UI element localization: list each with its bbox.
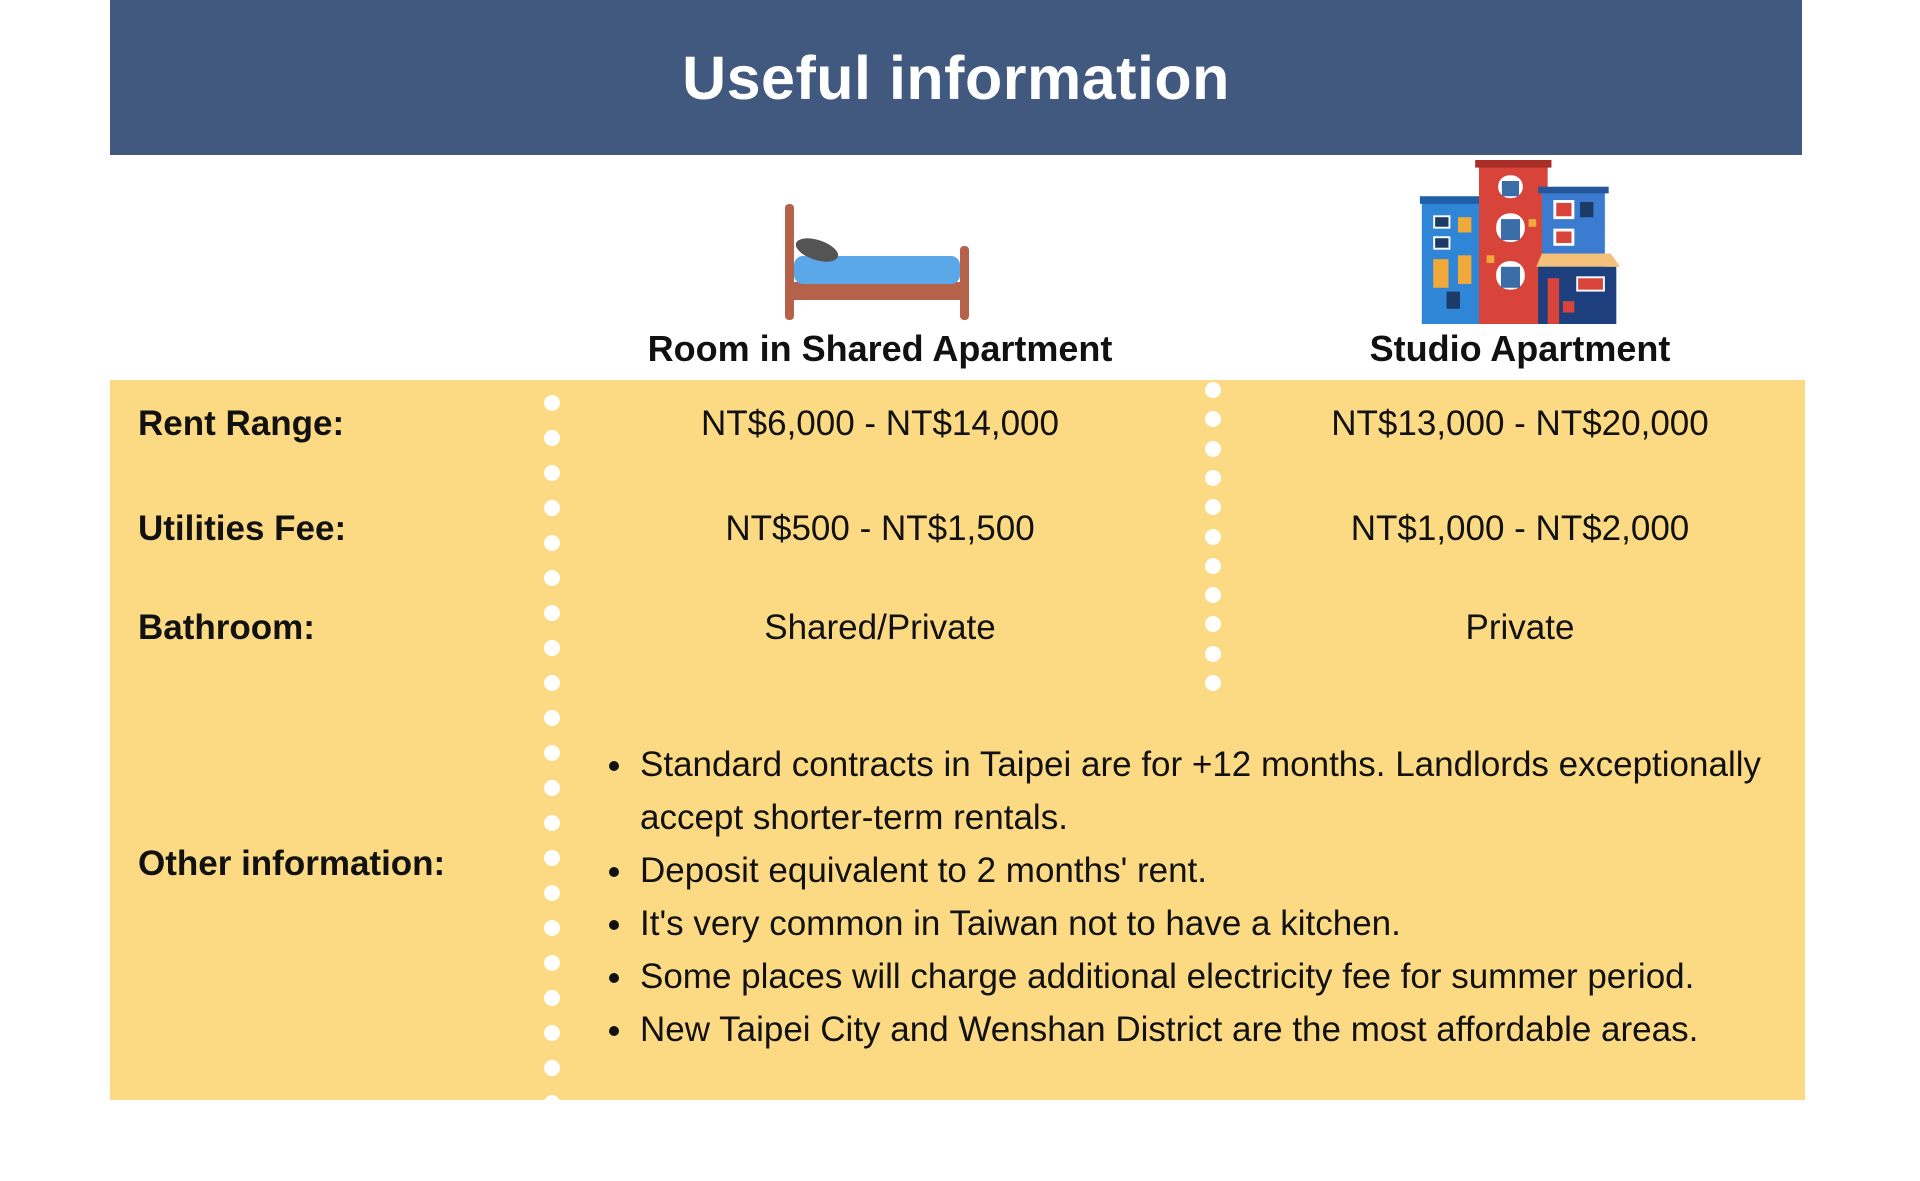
divider-dot bbox=[544, 1130, 560, 1146]
divider-dot bbox=[544, 955, 560, 971]
row-label-utilities-fee: Utilities Fee: bbox=[138, 509, 347, 548]
divider-dot bbox=[544, 745, 560, 761]
row-label-rent-range: Rent Range: bbox=[138, 404, 345, 443]
other-information-list bbox=[598, 738, 1836, 1056]
list-item: • Deposit equivalent to 2 months' rent. bbox=[636, 844, 1836, 897]
divider-dot bbox=[544, 850, 560, 866]
rent-range-studio: NT$13,000 - NT$20,000 bbox=[1331, 404, 1709, 443]
divider-dot bbox=[1205, 675, 1221, 691]
divider-dot bbox=[544, 920, 560, 936]
divider-dot bbox=[544, 780, 560, 796]
page-title: Useful information bbox=[682, 43, 1230, 112]
divider-dot bbox=[544, 885, 560, 901]
divider-dot bbox=[544, 1025, 560, 1041]
utilities-fee-studio: NT$1,000 - NT$2,000 bbox=[1350, 509, 1690, 548]
rent-range-shared: NT$6,000 - NT$14,000 bbox=[701, 404, 1059, 443]
column-header-studio-apartment bbox=[1200, 160, 1840, 370]
divider-dot bbox=[544, 465, 560, 481]
list-item: • It's very common in Taiwan not to have a kitchen. bbox=[636, 897, 1836, 950]
buildings-icon bbox=[1415, 160, 1625, 324]
divider-dot bbox=[1205, 587, 1221, 603]
bed-icon bbox=[785, 194, 975, 324]
divider-dot bbox=[544, 395, 560, 411]
divider-dot bbox=[544, 1060, 560, 1076]
column-label-studio-apartment: Studio Apartment bbox=[1369, 328, 1671, 369]
column-label-shared-apartment: Room in Shared Apartment bbox=[647, 328, 1113, 369]
divider-dot bbox=[544, 710, 560, 726]
divider-dot bbox=[544, 1165, 560, 1181]
divider-dot bbox=[544, 1095, 560, 1111]
row-label-other-information: Other information: bbox=[138, 844, 446, 883]
divider-dot bbox=[1205, 470, 1221, 486]
divider-dot bbox=[544, 990, 560, 1006]
divider-dot bbox=[1205, 646, 1221, 662]
utilities-fee-shared: NT$500 - NT$1,500 bbox=[725, 509, 1035, 548]
divider-dot bbox=[1205, 529, 1221, 545]
list-item: • Some places will charge additional electricity fee for summer period. bbox=[636, 950, 1836, 1003]
divider-dot bbox=[544, 815, 560, 831]
divider-dot bbox=[544, 500, 560, 516]
header-banner bbox=[110, 0, 1802, 155]
divider-dot bbox=[544, 430, 560, 446]
bathroom-studio: Private bbox=[1465, 608, 1575, 647]
divider-dot bbox=[544, 605, 560, 621]
divider-dot bbox=[1205, 441, 1221, 457]
list-item: • New Taipei City and Wenshan District are the most affordable areas. bbox=[636, 1003, 1836, 1056]
divider-dot bbox=[1205, 382, 1221, 398]
divider-dot bbox=[1205, 558, 1221, 574]
divider-dot bbox=[544, 535, 560, 551]
bathroom-shared: Shared/Private bbox=[764, 608, 996, 647]
row-label-bathroom: Bathroom: bbox=[138, 608, 315, 647]
list-item: • Standard contracts in Taipei are for +12 months. Landlords exceptionally accept shorter-term rentals. bbox=[636, 738, 1836, 844]
divider-dot bbox=[544, 675, 560, 691]
divider-dot bbox=[544, 640, 560, 656]
column-header-shared-apartment bbox=[560, 160, 1200, 370]
divider-dot bbox=[544, 570, 560, 586]
